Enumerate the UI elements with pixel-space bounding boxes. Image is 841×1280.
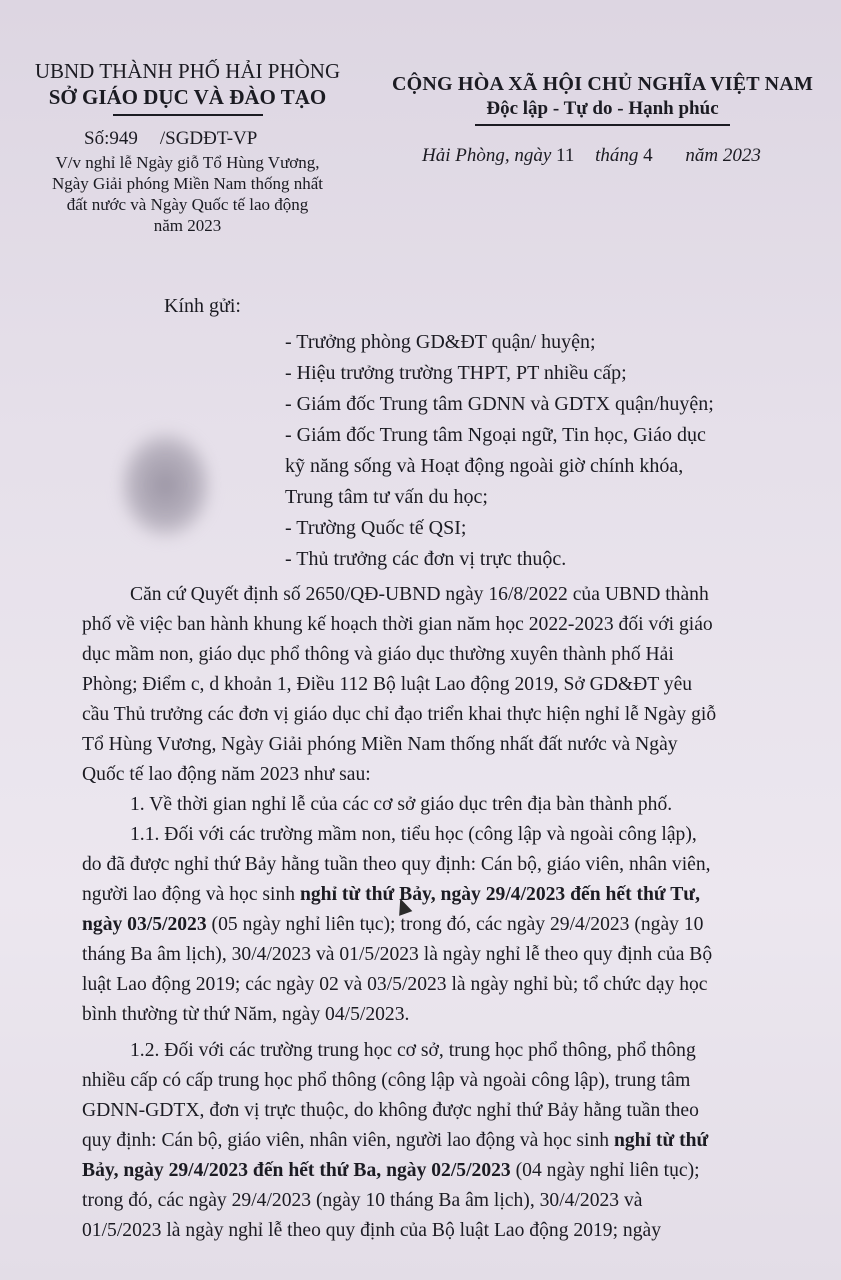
subject-line: năm 2023 bbox=[153, 216, 222, 235]
place-label: Hải Phòng, ngày bbox=[422, 145, 552, 166]
recipient-line: - Giám đốc Trung tâm GDNN và GDTX quận/huyện; bbox=[285, 393, 714, 415]
date-year: năm 2023 bbox=[685, 145, 761, 166]
date-day: 11 bbox=[556, 145, 575, 166]
bold-text: nghỉ từ thứ Bảy, ngày 29/4/2023 đến hết thứ Tư, bbox=[299, 884, 700, 905]
body-line: trong đó, các ngày 29/4/2023 (ngày 10 tháng Ba âm lịch), 30/4/2023 và bbox=[82, 1190, 643, 1211]
recipient-line: - Trường Quốc tế QSI; bbox=[285, 517, 467, 539]
bold-text: Bảy, ngày 29/4/2023 đến hết thứ Ba, ngày 02/5/2023 bbox=[82, 1160, 511, 1181]
recipient-line: kỹ năng sống và Hoạt động ngoài giờ chính khóa, bbox=[285, 455, 684, 477]
issuing-agency bbox=[20, 58, 355, 116]
agency-parent: UBND THÀNH PHỐ HẢI PHÒNG bbox=[34, 59, 341, 83]
body-line: phố về việc ban hành khung kế hoạch thời gian năm học 2022-2023 đối với giáo bbox=[82, 614, 713, 635]
body-line: 1.2. Đối với các trường trung học cơ sở, trung học phổ thông, phổ thông bbox=[130, 1040, 696, 1061]
agency-underline bbox=[113, 114, 263, 116]
agency-name: SỞ GIÁO DỤC VÀ ĐÀO TẠO bbox=[48, 85, 327, 109]
body-line: dục mầm non, giáo dục phổ thông và giáo dục thường xuyên thành phố Hải bbox=[82, 644, 674, 665]
body-line: luật Lao động 2019; các ngày 02 và 03/5/2023 là ngày nghỉ bù; tổ chức dạy học bbox=[82, 974, 708, 995]
body-line: GDNN-GDTX, đơn vị trực thuộc, do không được nghỉ thứ Bảy hằng tuần theo bbox=[82, 1100, 699, 1121]
subject-line: Ngày Giải phóng Miền Nam thống nhất bbox=[51, 174, 323, 193]
body-line bbox=[82, 910, 703, 940]
body-text: (04 ngày nghỉ liên tục); bbox=[510, 1160, 700, 1181]
place-date bbox=[422, 145, 761, 167]
body-line: 01/5/2023 là ngày nghỉ lễ theo quy định của Bộ luật Lao động 2019; ngày bbox=[82, 1220, 662, 1241]
body-line: Tổ Hùng Vương, Ngày Giải phóng Miền Nam thống nhất đất nước và Ngày bbox=[82, 734, 678, 755]
recipient-line: - Trưởng phòng GD&ĐT quận/ huyện; bbox=[285, 331, 596, 353]
subject-line: V/v nghỉ lễ Ngày giỗ Tổ Hùng Vương, bbox=[55, 153, 320, 172]
body-line: cầu Thủ trưởng các đơn vị giáo dục chỉ đạo triển khai thực hiện nghỉ lễ Ngày giỗ bbox=[82, 704, 717, 725]
body-line: Quốc tế lao động năm 2023 như sau: bbox=[82, 764, 371, 785]
body-line: do đã được nghỉ thứ Bảy hằng tuần theo quy định: Cán bộ, giáo viên, nhân viên, bbox=[82, 854, 711, 875]
motto: Độc lập - Tự do - Hạnh phúc bbox=[486, 98, 719, 119]
motto-underline bbox=[475, 124, 730, 126]
recipient-line: - Giám đốc Trung tâm Ngoại ngữ, Tin học, Giáo dục bbox=[285, 424, 706, 446]
document-number-code: /SGDĐT-VP bbox=[159, 128, 258, 149]
recipients-label: Kính gửi: bbox=[164, 295, 241, 317]
document-number bbox=[84, 128, 257, 150]
date-month: 4 bbox=[643, 145, 653, 166]
body-line: nhiều cấp có cấp trung học phổ thông (công lập và ngoài công lập), trung tâm bbox=[82, 1070, 691, 1091]
month-label: tháng bbox=[595, 145, 639, 166]
body-line: Phòng; Điểm c, d khoản 1, Điều 112 Bộ luật Lao động 2019, Sở GD&ĐT yêu bbox=[82, 674, 693, 695]
body-line: 1.1. Đối với các trường mầm non, tiểu học (công lập và ngoài công lập), bbox=[130, 824, 697, 845]
national-motto bbox=[375, 72, 830, 126]
document-number-label: Số:949 bbox=[84, 128, 138, 149]
body-line: Căn cứ Quyết định số 2650/QĐ-UBND ngày 16/8/2022 của UBND thành bbox=[130, 584, 709, 605]
body-line bbox=[82, 1126, 708, 1156]
body-line: bình thường từ thứ Năm, ngày 04/5/2023. bbox=[82, 1004, 410, 1025]
bold-text: ngày 03/5/2023 bbox=[82, 914, 207, 935]
document-subject bbox=[20, 152, 355, 236]
body-line bbox=[82, 1156, 700, 1186]
country-name: CỘNG HÒA XÃ HỘI CHỦ NGHĨA VIỆT NAM bbox=[391, 73, 814, 95]
recipient-line: Trung tâm tư vấn du học; bbox=[285, 486, 488, 508]
body-line: tháng Ba âm lịch), 30/4/2023 và 01/5/2023 là ngày nghỉ lễ theo quy định của Bộ bbox=[82, 944, 713, 965]
subject-line: đất nước và Ngày Quốc tế lao động bbox=[66, 195, 309, 214]
redacted-blur bbox=[118, 430, 213, 540]
body-text: người lao động và học sinh bbox=[82, 884, 300, 905]
body-line bbox=[82, 880, 700, 910]
bold-text: nghỉ từ thứ bbox=[613, 1130, 709, 1151]
section-heading: 1. Về thời gian nghỉ lễ của các cơ sở giáo dục trên địa bàn thành phố. bbox=[130, 794, 673, 815]
body-text: quy định: Cán bộ, giáo viên, nhân viên, người lao động và học sinh bbox=[82, 1130, 614, 1151]
recipient-line: - Thủ trưởng các đơn vị trực thuộc. bbox=[285, 548, 567, 570]
recipient-line: - Hiệu trưởng trường THPT, PT nhiều cấp; bbox=[285, 362, 627, 384]
body-text: (05 ngày nghỉ liên tục); trong đó, các ngày 29/4/2023 (ngày 10 bbox=[206, 914, 704, 935]
